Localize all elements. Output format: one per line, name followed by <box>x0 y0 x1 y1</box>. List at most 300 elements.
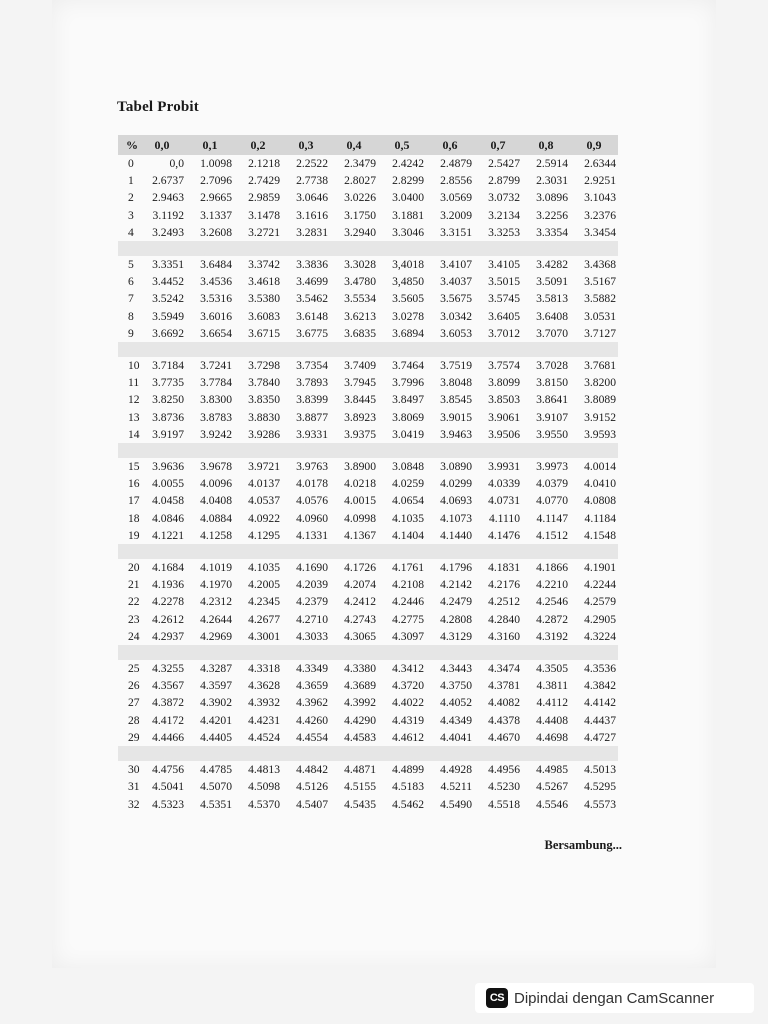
probit-value: 4.0259 <box>392 477 424 491</box>
probit-value: 3.3028 <box>344 258 376 272</box>
probit-value: 4.2710 <box>296 612 328 626</box>
table-row <box>118 694 618 711</box>
probit-value: 4.4813 <box>248 763 280 777</box>
probit-value: 3.6715 <box>248 326 280 340</box>
probit-value: 4.1476 <box>488 528 520 542</box>
probit-value: 4.4052 <box>440 696 472 710</box>
separator-band <box>118 241 618 256</box>
probit-value: 3.7012 <box>488 326 520 340</box>
probit-value: 4.3962 <box>296 696 328 710</box>
probit-value: 4.2074 <box>344 578 376 592</box>
probit-value: 4.4231 <box>248 713 280 727</box>
probit-value: 4.0458 <box>152 494 184 508</box>
probit-value: 4.5407 <box>296 797 328 811</box>
probit-value: 3.6016 <box>200 309 232 323</box>
table-row <box>118 308 618 325</box>
probit-value: 3.0848 <box>392 460 424 474</box>
probit-value: 4.2244 <box>584 578 616 592</box>
probit-value: 4.2840 <box>488 612 520 626</box>
probit-value: 3.8200 <box>584 376 616 390</box>
table-header-row <box>118 135 618 155</box>
probit-value: 3.4282 <box>536 258 568 272</box>
probit-value: 3.3836 <box>296 258 328 272</box>
column-header: 0,8 <box>522 135 570 155</box>
column-header-percent: % <box>118 135 138 155</box>
probit-value: 4.3811 <box>536 679 568 693</box>
probit-value: 3.9197 <box>152 427 184 441</box>
probit-value: 3.0226 <box>344 191 376 205</box>
probit-value: 3.4368 <box>584 258 616 272</box>
probit-value: 3.2493 <box>152 225 184 239</box>
row-percent: 2 <box>128 191 134 205</box>
probit-value: 4.5573 <box>584 797 616 811</box>
probit-value: 3.5380 <box>248 292 280 306</box>
column-header: 0,7 <box>474 135 522 155</box>
probit-value: 2.7096 <box>200 174 232 188</box>
row-percent: 8 <box>128 309 134 323</box>
probit-value: 4.4899 <box>392 763 424 777</box>
probit-value: 3.0896 <box>536 191 568 205</box>
probit-value: 3.1616 <box>296 208 328 222</box>
probit-value: 4.2039 <box>296 578 328 592</box>
probit-value: 3.3742 <box>248 258 280 272</box>
probit-value: 4.4670 <box>488 730 520 744</box>
row-percent: 20 <box>128 561 140 575</box>
table-row <box>118 593 618 610</box>
probit-value: 4.3001 <box>248 629 280 643</box>
probit-value: 3.9550 <box>536 427 568 441</box>
probit-value: 3.7298 <box>248 359 280 373</box>
probit-value: 4.4112 <box>536 696 568 710</box>
probit-value: 3.7574 <box>488 359 520 373</box>
probit-value: 3.8736 <box>152 410 184 424</box>
probit-value: 4.3097 <box>392 629 424 643</box>
probit-value: 3.5605 <box>392 292 424 306</box>
probit-value: 4.5070 <box>200 780 232 794</box>
row-percent: 18 <box>128 511 140 525</box>
column-header: 0,4 <box>330 135 378 155</box>
probit-value: 3.6083 <box>248 309 280 323</box>
probit-value: 3.2134 <box>488 208 520 222</box>
probit-value: 4.3842 <box>584 679 616 693</box>
probit-value: 4.3750 <box>440 679 472 693</box>
probit-value: 4.2176 <box>488 578 520 592</box>
column-header: 0,3 <box>282 135 330 155</box>
probit-value: 3.8099 <box>488 376 520 390</box>
probit-value: 4.3992 <box>344 696 376 710</box>
probit-value: 3.1881 <box>392 208 424 222</box>
probit-value: 4.4583 <box>344 730 376 744</box>
probit-value: 3.7996 <box>392 376 424 390</box>
probit-value: 4.0654 <box>392 494 424 508</box>
probit-value: 4.4142 <box>584 696 616 710</box>
probit-value: 3.8150 <box>536 376 568 390</box>
probit-value: 4.5230 <box>488 780 520 794</box>
probit-value: 4.1831 <box>488 561 520 575</box>
probit-value: 4.2479 <box>440 595 472 609</box>
probit-value: 4.5435 <box>344 797 376 811</box>
probit-value: 3.4780 <box>344 275 376 289</box>
probit-value: 4.1548 <box>584 528 616 542</box>
camscanner-badge <box>475 983 754 1013</box>
probit-value: 4.4612 <box>392 730 424 744</box>
probit-value: 2.9463 <box>152 191 184 205</box>
probit-value: 4.1110 <box>488 511 520 525</box>
probit-value: 4.4554 <box>296 730 328 744</box>
probit-value: 4.0693 <box>440 494 472 508</box>
probit-value: 4.4408 <box>536 713 568 727</box>
probit-value: 4.0379 <box>536 477 568 491</box>
probit-value: 4.1404 <box>392 528 424 542</box>
probit-value: 3.5745 <box>488 292 520 306</box>
table-row <box>118 374 618 391</box>
probit-value: 2.8799 <box>488 174 520 188</box>
row-percent: 12 <box>128 393 140 407</box>
probit-value: 3.0419 <box>392 427 424 441</box>
table-row <box>118 426 618 443</box>
camscanner-label: Dipindai dengan CamScanner <box>514 989 715 1007</box>
probit-value: 4.1073 <box>440 511 472 525</box>
probit-value: 4.4956 <box>488 763 520 777</box>
probit-value: 4.3902 <box>200 696 232 710</box>
probit-value: 4.5370 <box>248 797 280 811</box>
column-header: 0,2 <box>234 135 282 155</box>
table-row <box>118 172 618 189</box>
probit-value: 4.2644 <box>200 612 232 626</box>
column-header: 0,5 <box>378 135 426 155</box>
separator-band <box>118 443 618 458</box>
probit-value: 4.1184 <box>584 511 616 525</box>
row-percent: 23 <box>128 612 140 626</box>
probit-value: 3.2940 <box>344 225 376 239</box>
group-separator <box>118 746 618 761</box>
probit-value: 3.9061 <box>488 410 520 424</box>
probit-value: 4.1035 <box>392 511 424 525</box>
probit-value: 4.5211 <box>440 780 472 794</box>
table-row <box>118 256 618 273</box>
probit-value: 3.5813 <box>536 292 568 306</box>
probit-value: 4.4319 <box>392 713 424 727</box>
probit-value: 4.1690 <box>296 561 328 575</box>
probit-value: 4.0015 <box>344 494 376 508</box>
probit-value: 4.3255 <box>152 662 184 676</box>
probit-value: 4.5155 <box>344 780 376 794</box>
probit-value: 3.9107 <box>536 410 568 424</box>
probit-value: 4.0055 <box>152 477 184 491</box>
probit-value: 3.9286 <box>248 427 280 441</box>
camscanner-logo-icon: CS <box>486 988 508 1008</box>
row-percent: 30 <box>128 763 140 777</box>
separator-band <box>118 544 618 559</box>
probit-value: 4.3065 <box>344 629 376 643</box>
separator-band <box>118 645 618 660</box>
probit-value: 4.3536 <box>584 662 616 676</box>
probit-value: 4.4727 <box>584 730 616 744</box>
row-percent: 1 <box>128 174 134 188</box>
probit-value: 4.5183 <box>392 780 424 794</box>
probit-value: 3.7127 <box>584 326 616 340</box>
probit-value: 4.4378 <box>488 713 520 727</box>
probit-value: 4.1936 <box>152 578 184 592</box>
probit-value: 4.3412 <box>392 662 424 676</box>
row-percent: 25 <box>128 662 140 676</box>
probit-value: 4.3160 <box>488 629 520 643</box>
probit-value: 3.0531 <box>584 309 616 323</box>
probit-value: 3.8048 <box>440 376 472 390</box>
probit-value: 2.8556 <box>440 174 472 188</box>
probit-value: 4.2743 <box>344 612 376 626</box>
table-row <box>118 576 618 593</box>
probit-value: 3.9331 <box>296 427 328 441</box>
probit-value: 3.6484 <box>200 258 232 272</box>
probit-value: 3,4850 <box>392 275 424 289</box>
table-row <box>118 409 618 426</box>
probit-value: 4.1796 <box>440 561 472 575</box>
probit-value: 3.2009 <box>440 208 472 222</box>
group-separator <box>118 544 618 559</box>
probit-value: 4.2512 <box>488 595 520 609</box>
probit-value: 3.5015 <box>488 275 520 289</box>
probit-value: 3.4037 <box>440 275 472 289</box>
table-row <box>118 712 618 729</box>
probit-value: 3.6148 <box>296 309 328 323</box>
probit-value: 4.3689 <box>344 679 376 693</box>
table-row <box>118 492 618 509</box>
probit-value: 4.4985 <box>536 763 568 777</box>
probit-value: 3.5091 <box>536 275 568 289</box>
probit-value: 4.4290 <box>344 713 376 727</box>
probit-value: 4.2379 <box>296 595 328 609</box>
probit-value: 3.1337 <box>200 208 232 222</box>
probit-value: 4.4260 <box>296 713 328 727</box>
row-percent: 0 <box>128 157 134 170</box>
probit-value: 3.5949 <box>152 309 184 323</box>
row-percent: 27 <box>128 696 140 710</box>
table-row <box>118 290 618 307</box>
probit-value: 3.1192 <box>152 208 184 222</box>
probit-value: 4.0408 <box>200 494 232 508</box>
probit-value: 4.2345 <box>248 595 280 609</box>
probit-value: 3.4536 <box>200 275 232 289</box>
probit-value: 3.3354 <box>536 225 568 239</box>
column-header: 0,0 <box>138 135 186 155</box>
probit-value: 4.0884 <box>200 511 232 525</box>
probit-value: 4.2579 <box>584 595 616 609</box>
probit-value: 4.2872 <box>536 612 568 626</box>
probit-value: 4.4785 <box>200 763 232 777</box>
probit-value: 3.7409 <box>344 359 376 373</box>
probit-value: 4.0014 <box>584 460 616 474</box>
probit-value: 3.6053 <box>440 326 472 340</box>
row-percent: 29 <box>128 730 140 744</box>
probit-value: 3.0342 <box>440 309 472 323</box>
probit-value: 4.4041 <box>440 730 472 744</box>
probit-value: 2.4242 <box>392 157 424 170</box>
probit-value: 4.1295 <box>248 528 280 542</box>
probit-value: 3.8250 <box>152 393 184 407</box>
probit-value: 4.1258 <box>200 528 232 542</box>
probit-value: 4.4928 <box>440 763 472 777</box>
group-separator <box>118 342 618 357</box>
probit-value: 3.9152 <box>584 410 616 424</box>
probit-value: 3.8503 <box>488 393 520 407</box>
separator-band <box>118 746 618 761</box>
probit-value: 4.3224 <box>584 629 616 643</box>
probit-value: 3.9931 <box>488 460 520 474</box>
probit-value: 3.9242 <box>200 427 232 441</box>
probit-value: 4.3033 <box>296 629 328 643</box>
probit-value: 4.0410 <box>584 477 616 491</box>
table-row <box>118 660 618 677</box>
probit-value: 4.3628 <box>248 679 280 693</box>
probit-value: 3.0890 <box>440 460 472 474</box>
probit-value: 3.9636 <box>152 460 184 474</box>
column-header: 0,1 <box>186 135 234 155</box>
probit-value: 4.1726 <box>344 561 376 575</box>
probit-value: 3.6692 <box>152 326 184 340</box>
probit-value: 4.3597 <box>200 679 232 693</box>
probit-value: 3.6894 <box>392 326 424 340</box>
separator-band <box>118 342 618 357</box>
probit-value: 4.2108 <box>392 578 424 592</box>
probit-value: 4.2612 <box>152 612 184 626</box>
probit-value: 3.9678 <box>200 460 232 474</box>
page-title: Tabel Probit <box>117 99 199 115</box>
probit-value: 4.5462 <box>392 797 424 811</box>
probit-value: 4.1761 <box>392 561 424 575</box>
probit-value: 4.5098 <box>248 780 280 794</box>
probit-value: 4.5490 <box>440 797 472 811</box>
table-row <box>118 189 618 206</box>
probit-value: 3.9973 <box>536 460 568 474</box>
probit-value: 4.5126 <box>296 780 328 794</box>
probit-value: 4.3129 <box>440 629 472 643</box>
probit-value: 3.4452 <box>152 275 184 289</box>
probit-value: 4.5323 <box>152 797 184 811</box>
column-header: 0,9 <box>570 135 618 155</box>
table-row <box>118 391 618 408</box>
probit-value: 3.1043 <box>584 191 616 205</box>
group-separator <box>118 241 618 256</box>
probit-value: 3.8089 <box>584 393 616 407</box>
probit-value: 3.7945 <box>344 376 376 390</box>
probit-value: 4.1901 <box>584 561 616 575</box>
row-percent: 22 <box>128 595 140 609</box>
probit-value: 4.3380 <box>344 662 376 676</box>
probit-value: 3.7028 <box>536 359 568 373</box>
probit-value: 4.1866 <box>536 561 568 575</box>
table-row <box>118 273 618 290</box>
table-row <box>118 155 618 172</box>
probit-table <box>118 135 618 813</box>
probit-value: 4.0218 <box>344 477 376 491</box>
probit-value: 3.5534 <box>344 292 376 306</box>
probit-value: 2.9251 <box>584 174 616 188</box>
row-percent: 21 <box>128 578 140 592</box>
probit-value: 4.4437 <box>584 713 616 727</box>
row-percent: 28 <box>128 713 140 727</box>
probit-value: 3,4018 <box>392 258 424 272</box>
probit-value: 4.5518 <box>488 797 520 811</box>
probit-value: 4.0537 <box>248 494 280 508</box>
probit-value: 3.3046 <box>392 225 424 239</box>
probit-value: 3.8830 <box>248 410 280 424</box>
probit-value: 4.5041 <box>152 780 184 794</box>
probit-value: 4.5546 <box>536 797 568 811</box>
row-percent: 6 <box>128 275 134 289</box>
probit-value: 4.3872 <box>152 696 184 710</box>
probit-value: 3.9375 <box>344 427 376 441</box>
probit-value: 3.8900 <box>344 460 376 474</box>
probit-value: 2.8027 <box>344 174 376 188</box>
probit-value: 4.2312 <box>200 595 232 609</box>
probit-value: 3.6835 <box>344 326 376 340</box>
probit-value: 2.3031 <box>536 174 568 188</box>
probit-value: 3.2721 <box>248 225 280 239</box>
probit-value: 4.0178 <box>296 477 328 491</box>
probit-value: 3.7519 <box>440 359 472 373</box>
probit-value: 3.8641 <box>536 393 568 407</box>
probit-value: 3.2608 <box>200 225 232 239</box>
probit-value: 3.8350 <box>248 393 280 407</box>
probit-value: 3.3454 <box>584 225 616 239</box>
probit-value: 3.0400 <box>392 191 424 205</box>
probit-value: 3.3253 <box>488 225 520 239</box>
probit-value: 4.2546 <box>536 595 568 609</box>
probit-value: 3.4107 <box>440 258 472 272</box>
probit-value: 4.1147 <box>536 511 568 525</box>
probit-value: 3.8069 <box>392 410 424 424</box>
probit-value: 4.0998 <box>344 511 376 525</box>
probit-value: 3.1478 <box>248 208 280 222</box>
probit-value: 4.2210 <box>536 578 568 592</box>
row-percent: 13 <box>128 410 140 424</box>
probit-value: 3.7464 <box>392 359 424 373</box>
table-row <box>118 559 618 576</box>
probit-value: 4.5267 <box>536 780 568 794</box>
probit-value: 4.4201 <box>200 713 232 727</box>
probit-value: 4.0137 <box>248 477 280 491</box>
probit-value: 4.3505 <box>536 662 568 676</box>
probit-value: 3.9763 <box>296 460 328 474</box>
probit-value: 4.1512 <box>536 528 568 542</box>
probit-value: 4.3192 <box>536 629 568 643</box>
column-header: 0,6 <box>426 135 474 155</box>
probit-value: 2.3479 <box>344 157 376 170</box>
probit-value: 3.5882 <box>584 292 616 306</box>
probit-value: 3.0646 <box>296 191 328 205</box>
probit-value: 3.8300 <box>200 393 232 407</box>
probit-value: 3.4618 <box>248 275 280 289</box>
probit-value: 4.2775 <box>392 612 424 626</box>
row-percent: 15 <box>128 460 140 474</box>
probit-value: 3.9721 <box>248 460 280 474</box>
probit-value: 4.4022 <box>392 696 424 710</box>
probit-value: 4.4349 <box>440 713 472 727</box>
table-row <box>118 224 618 241</box>
probit-value: 4.2808 <box>440 612 472 626</box>
probit-value: 4.2677 <box>248 612 280 626</box>
probit-value: 2.8299 <box>392 174 424 188</box>
probit-value: 3.5242 <box>152 292 184 306</box>
table-body <box>118 155 618 813</box>
probit-value: 2.5427 <box>488 157 520 170</box>
probit-value: 4.3932 <box>248 696 280 710</box>
probit-value: 2.2522 <box>296 157 328 170</box>
probit-value: 3.2831 <box>296 225 328 239</box>
probit-value: 4.0846 <box>152 511 184 525</box>
probit-value: 4.4871 <box>344 763 376 777</box>
